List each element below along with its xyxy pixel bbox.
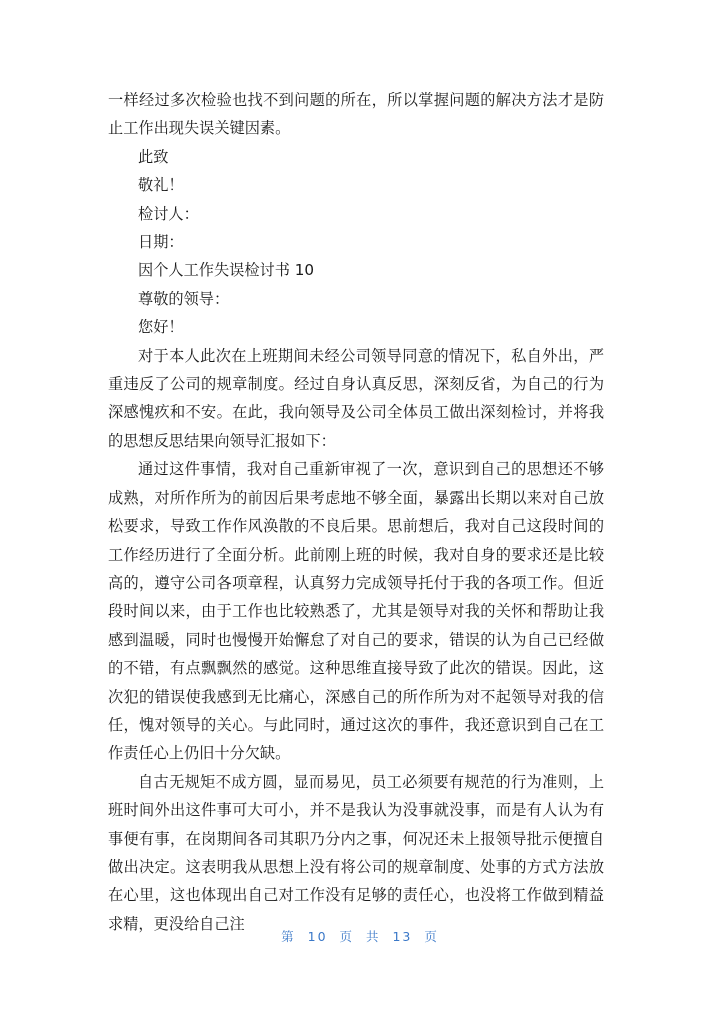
greeting-recipient: 尊敬的领导： xyxy=(138,289,230,308)
reviewer-label: 检讨人： xyxy=(138,204,199,223)
section-title: 因个人工作失误检讨书 10 xyxy=(138,261,315,280)
paragraph-rules: 自古无规矩不成方圆，显而易见，员工必须要有规范的行为准则，上班时间外出这件事可大可小，并不是我认为没事就没事，而是有人认为有事便有事，在岗期间各司其职乃分内之事，何况还未上报领导批示便擅自做出决定。这表明我从思想上没有将公司的规章制度、处事的方式方法放在心里，这也体现出自己对工作没有足够的责任心，也没将工作做到精益求精，更没给自己注 xyxy=(108,772,604,933)
document-body xyxy=(108,86,604,938)
paragraph-intro: 对于本人此次在上班期间未经公司领导同意的情况下，私自外出，严重违反了公司的规章制度。经过自身认真反思，深刻反省，为自己的行为深感愧疚和不安。在此，我向领导及公司全体员工做出深刻检讨，并将我的思想反思结果向领导汇报如下： xyxy=(108,346,604,450)
paragraph-0: 一样经过多次检验也找不到问题的所在，所以掌握问题的解决方法才是防止工作出现失误关键因素。 xyxy=(108,91,604,138)
date-label: 日期： xyxy=(138,233,184,252)
page-number-footer: 第 10 页 共 13 页 xyxy=(281,929,439,944)
paragraph-reflection: 通过这件事情，我对自己重新审视了一次，意识到自己的思想还不够成熟，对所作所为的前因后果考虑地不够全面，暴露出长期以来对自己放松要求，导致工作作风涣散的不良后果。思前想后，我对自己这段时间的工作经历进行了全面分析。此前刚上班的时候，我对自身的要求还是比较高的，遵守公司各项章程，认真努力完成领导托付于我的各项工作。但近段时间以来，由于工作也比较熟悉了，尤其是领导对我的关怀和帮助让我感到温暖，同时也慢慢开始懈怠了对自己的要求，错误的认为自己已经做的不错，有点飘飘然的感觉。这种思维直接导致了此次的错误。因此，这次犯的错误使我感到无比痛心，深感自己的所作所为对不起领导对我的信任，愧对领导的关心。与此同时，通过这次的事件，我还意识到自己在工作责任心上仍旧十分欠缺。 xyxy=(108,460,604,763)
closing-salutation: 此致 xyxy=(138,147,169,166)
closing-respect: 敬礼！ xyxy=(138,176,184,195)
greeting: 您好！ xyxy=(138,318,184,337)
